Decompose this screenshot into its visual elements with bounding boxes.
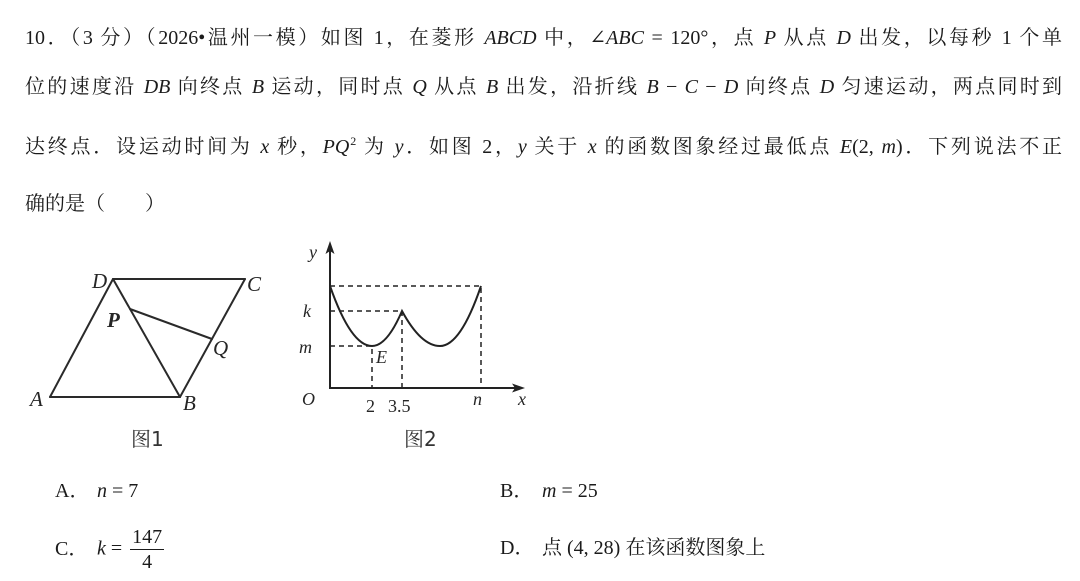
label-p: P — [107, 308, 120, 332]
diagonal-db — [113, 279, 180, 397]
math-symbol: x — [587, 136, 597, 158]
text-run: 匀速运动，两点同时到 — [834, 76, 1063, 98]
question-line-4 — [25, 189, 1062, 219]
math-symbol: B — [486, 76, 499, 98]
option-c — [55, 526, 164, 574]
math-symbol: D — [836, 27, 851, 49]
text-run: 出发，以每秒 1 个单 — [850, 27, 1063, 49]
math-symbol: ABCD — [484, 27, 537, 49]
option-b — [500, 476, 598, 506]
text-run: ．如图 2， — [403, 136, 518, 158]
text-run: 向终点 — [738, 76, 820, 98]
option-c-fraction — [130, 526, 164, 574]
text-run: 从点 — [426, 76, 486, 98]
side-da — [50, 279, 113, 397]
option-b-variable: m — [542, 480, 557, 502]
label-b: B — [183, 391, 196, 415]
axis-label-y: y — [309, 242, 317, 262]
text-run: = 120°，点 — [643, 27, 764, 49]
tick-label-k: k — [303, 301, 311, 321]
option-a — [55, 476, 138, 506]
option-c-equals: = — [105, 537, 128, 560]
math-symbol: y — [517, 136, 527, 158]
math-symbol: x — [260, 136, 270, 158]
text-run: 中，∠ — [536, 27, 607, 49]
option-b-label: B． — [500, 480, 534, 502]
label-c: C — [247, 272, 262, 296]
figure-1-caption: 图1 — [131, 427, 164, 451]
text-run: 为 — [356, 136, 395, 158]
math-symbol: DB — [143, 76, 171, 98]
figure-2-caption: 图2 — [404, 427, 437, 451]
question-line-2 — [25, 72, 1062, 102]
text-run: 的函数图象经过最低点 — [596, 136, 840, 158]
tick-label-3-5: 3.5 — [388, 396, 411, 416]
option-c-variable: k — [97, 537, 106, 560]
text-run: 运动，同时点 — [264, 76, 413, 98]
math-symbol: Q — [412, 76, 427, 98]
superscript: 2 — [350, 134, 357, 148]
math-symbol: B — [251, 76, 265, 98]
math-symbol: P — [763, 27, 777, 49]
text-run: 关于 — [526, 136, 588, 158]
label-d: D — [92, 269, 108, 293]
axis-label-x: x — [518, 389, 526, 409]
option-c-label: C． — [55, 537, 89, 560]
text-run: 10．（3 分）（2026•温州一模）如图 1，在菱形 — [25, 27, 485, 49]
label-q: Q — [213, 336, 229, 360]
text-run: 向终点 — [170, 76, 252, 98]
text-run: 秒， — [269, 136, 323, 158]
tick-label-m: m — [299, 337, 312, 357]
option-d-label: D． — [500, 537, 535, 559]
question-line-3 — [25, 132, 1062, 162]
math-symbol: E — [839, 136, 853, 158]
dashed-guide-k — [330, 311, 402, 388]
option-a-variable: n — [97, 480, 107, 502]
origin-label: O — [302, 389, 315, 409]
option-d-text: 点 (4, 28) 在该函数图象上 — [542, 537, 766, 559]
text-run: )．下列说法不正 — [895, 136, 1062, 158]
figure-2 — [326, 241, 526, 393]
option-a-label: A． — [55, 480, 90, 502]
math-symbol: ABC — [606, 27, 644, 49]
text-run: 位的速度沿 — [25, 76, 144, 98]
question-line-1 — [25, 23, 1062, 53]
tick-label-n: n — [473, 389, 482, 409]
math-symbol: D — [819, 76, 835, 98]
math-symbol: B — [646, 76, 659, 98]
math-symbol: y — [394, 136, 404, 158]
label-a: A — [30, 387, 43, 411]
text-run: − — [697, 76, 724, 98]
text-run: − — [658, 76, 685, 98]
math-symbol: D — [723, 76, 739, 98]
math-symbol: C — [684, 76, 698, 98]
figures — [20, 232, 550, 457]
fraction-denominator: 4 — [142, 551, 153, 573]
math-symbol: PQ — [322, 136, 350, 158]
math-symbol: m — [881, 136, 896, 158]
tick-label-2: 2 — [366, 396, 375, 416]
option-b-value: = 25 — [556, 480, 598, 502]
function-curve — [330, 286, 481, 346]
dashed-guide-m — [330, 346, 372, 388]
text-run: 出发，沿折线 — [498, 76, 647, 98]
fraction-numerator: 147 — [132, 526, 163, 548]
text-run: 达终点．设运动时间为 — [25, 136, 261, 158]
segment-pq — [130, 309, 212, 339]
point-label-e: E — [376, 347, 387, 367]
text-run: 从点 — [776, 27, 837, 49]
dashed-guide-start-level — [330, 286, 481, 388]
option-d — [500, 533, 765, 563]
option-a-value: = 7 — [107, 480, 139, 502]
text-run: (2, — [852, 136, 882, 158]
text-run: 确的是（ ） — [25, 193, 165, 215]
